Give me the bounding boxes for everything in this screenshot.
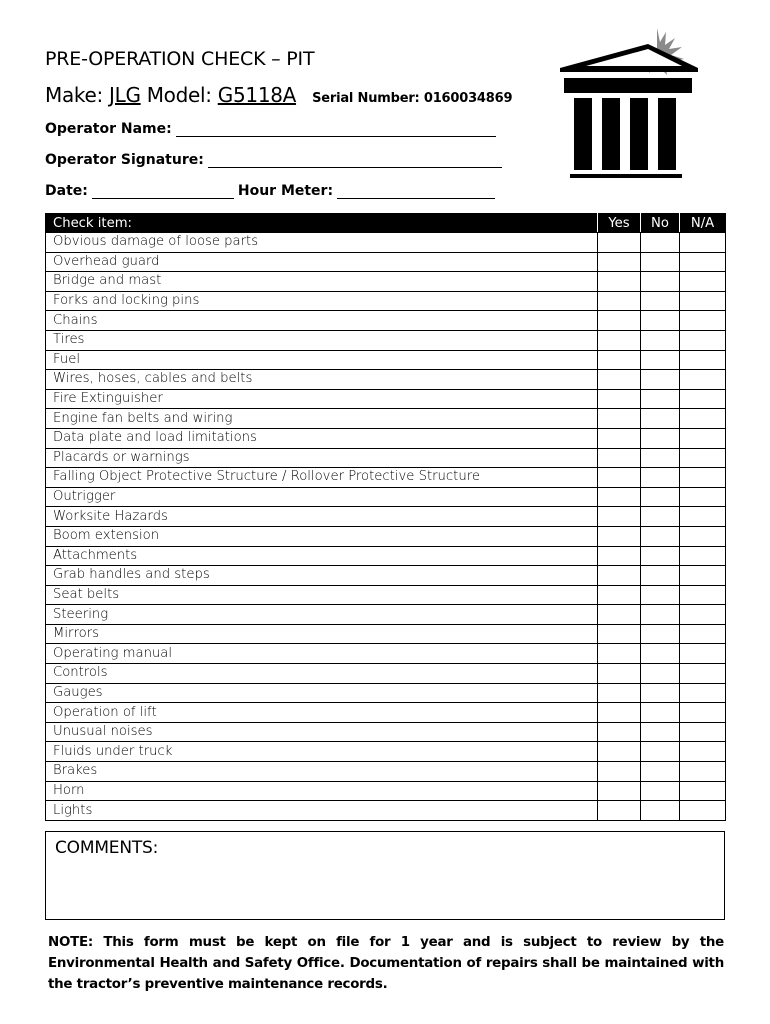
- table-row: [46, 233, 726, 253]
- checkbox-no[interactable]: [641, 605, 680, 625]
- check-item-label: Unusual noises: [46, 722, 598, 742]
- checkbox-na[interactable]: [680, 487, 726, 507]
- table-row: [46, 585, 726, 605]
- table-row: [46, 330, 726, 350]
- checkbox-na[interactable]: [680, 507, 726, 527]
- checkbox-no[interactable]: [641, 468, 680, 488]
- table-row: [46, 781, 726, 801]
- checkbox-no[interactable]: [641, 389, 680, 409]
- date-line[interactable]: [92, 184, 234, 199]
- check-item-label: Falling Object Protective Structure / Rollover Protective Structure: [46, 468, 598, 488]
- table-row: [46, 272, 726, 292]
- checkbox-yes[interactable]: [598, 644, 641, 664]
- checkbox-na[interactable]: [680, 585, 726, 605]
- comments-label: COMMENTS:: [55, 838, 159, 858]
- check-item-label: Mirrors: [46, 624, 598, 644]
- table-row: [46, 526, 726, 546]
- checkbox-yes[interactable]: [598, 801, 641, 821]
- checkbox-no[interactable]: [641, 703, 680, 723]
- check-item-label: Obvious damage of loose parts: [46, 233, 598, 253]
- check-item-label: Fluids under truck: [46, 742, 598, 762]
- checkbox-yes[interactable]: [598, 585, 641, 605]
- table-row: [46, 605, 726, 625]
- checkbox-na[interactable]: [680, 605, 726, 625]
- checkbox-na[interactable]: [680, 389, 726, 409]
- check-item-label: Worksite Hazards: [46, 507, 598, 527]
- checkbox-yes[interactable]: [598, 526, 641, 546]
- date-label: Date:: [45, 183, 88, 199]
- checkbox-no[interactable]: [641, 664, 680, 684]
- checkbox-na[interactable]: [680, 566, 726, 586]
- check-item-label: Tires: [46, 330, 598, 350]
- checkbox-yes[interactable]: [598, 370, 641, 390]
- checkbox-no[interactable]: [641, 722, 680, 742]
- table-row: [46, 428, 726, 448]
- checkbox-na[interactable]: [680, 330, 726, 350]
- checkbox-na[interactable]: [680, 624, 726, 644]
- checkbox-yes[interactable]: [598, 272, 641, 292]
- comments-box[interactable]: [45, 831, 725, 920]
- checkbox-na[interactable]: [680, 311, 726, 331]
- operator-signature-label: Operator Signature:: [45, 152, 204, 168]
- check-item-label: Bridge and mast: [46, 272, 598, 292]
- checkbox-yes[interactable]: [598, 722, 641, 742]
- checkbox-no[interactable]: [641, 350, 680, 370]
- checkbox-yes[interactable]: [598, 389, 641, 409]
- check-item-label: Fire Extinguisher: [46, 389, 598, 409]
- checkbox-no[interactable]: [641, 409, 680, 429]
- check-item-label: Attachments: [46, 546, 598, 566]
- checkbox-yes[interactable]: [598, 683, 641, 703]
- checklist-body: [46, 233, 726, 821]
- model-value: G5118A: [217, 83, 297, 107]
- checkbox-na[interactable]: [680, 742, 726, 762]
- table-row: [46, 291, 726, 311]
- checkbox-yes[interactable]: [598, 762, 641, 782]
- checkbox-no[interactable]: [641, 291, 680, 311]
- checkbox-na[interactable]: [680, 409, 726, 429]
- table-row: [46, 762, 726, 782]
- checkbox-yes[interactable]: [598, 507, 641, 527]
- checkbox-yes[interactable]: [598, 468, 641, 488]
- header-no: No: [641, 214, 680, 233]
- checkbox-yes[interactable]: [598, 428, 641, 448]
- checkbox-na[interactable]: [680, 291, 726, 311]
- checkbox-na[interactable]: [680, 350, 726, 370]
- table-row: [46, 624, 726, 644]
- check-item-label: Outrigger: [46, 487, 598, 507]
- table-header-row: [46, 214, 726, 233]
- serial-number: Serial Number: 0160034869: [312, 91, 513, 106]
- checkbox-na[interactable]: [680, 781, 726, 801]
- check-item-label: Grab handles and steps: [46, 566, 598, 586]
- check-item-label: Placards or warnings: [46, 448, 598, 468]
- checkbox-na[interactable]: [680, 801, 726, 821]
- table-row: [46, 252, 726, 272]
- checkbox-no[interactable]: [641, 252, 680, 272]
- operator-name-line[interactable]: [176, 122, 496, 137]
- check-item-label: Overhead guard: [46, 252, 598, 272]
- table-row: [46, 311, 726, 331]
- checkbox-yes[interactable]: [598, 350, 641, 370]
- table-row: [46, 566, 726, 586]
- checkbox-no[interactable]: [641, 742, 680, 762]
- table-row: [46, 703, 726, 723]
- make-label: Make:: [45, 83, 103, 107]
- date-hour-field: [45, 183, 495, 199]
- checkbox-no[interactable]: [641, 272, 680, 292]
- checkbox-yes[interactable]: [598, 703, 641, 723]
- checkbox-yes[interactable]: [598, 291, 641, 311]
- checkbox-na[interactable]: [680, 252, 726, 272]
- table-row: [46, 664, 726, 684]
- checkbox-no[interactable]: [641, 233, 680, 253]
- check-item-label: Brakes: [46, 762, 598, 782]
- checkbox-no[interactable]: [641, 526, 680, 546]
- check-item-label: Horn: [46, 781, 598, 801]
- checkbox-yes[interactable]: [598, 566, 641, 586]
- checkbox-no[interactable]: [641, 644, 680, 664]
- checkbox-yes[interactable]: [598, 409, 641, 429]
- header-na: N/A: [680, 214, 726, 233]
- check-item-label: Boom extension: [46, 526, 598, 546]
- checkbox-yes[interactable]: [598, 664, 641, 684]
- checkbox-na[interactable]: [680, 468, 726, 488]
- checkbox-yes[interactable]: [598, 487, 641, 507]
- check-item-label: Data plate and load limitations: [46, 428, 598, 448]
- checkbox-no[interactable]: [641, 566, 680, 586]
- checkbox-na[interactable]: [680, 683, 726, 703]
- table-row: [46, 801, 726, 821]
- checkbox-yes[interactable]: [598, 252, 641, 272]
- operator-signature-line[interactable]: [208, 153, 502, 168]
- checkbox-no[interactable]: [641, 762, 680, 782]
- checkbox-no[interactable]: [641, 624, 680, 644]
- table-row: [46, 448, 726, 468]
- table-row: [46, 487, 726, 507]
- table-row: [46, 370, 726, 390]
- checkbox-no[interactable]: [641, 683, 680, 703]
- checkbox-no[interactable]: [641, 428, 680, 448]
- page-title: PRE-OPERATION CHECK – PIT: [45, 48, 315, 70]
- checklist-table: [45, 213, 726, 821]
- table-row: [46, 722, 726, 742]
- header-yes: Yes: [598, 214, 641, 233]
- check-item-label: Operation of lift: [46, 703, 598, 723]
- checkbox-yes[interactable]: [598, 605, 641, 625]
- checkbox-na[interactable]: [680, 428, 726, 448]
- building-columns-icon: [558, 28, 700, 188]
- checkbox-na[interactable]: [680, 233, 726, 253]
- table-row: [46, 644, 726, 664]
- checkbox-no[interactable]: [641, 507, 680, 527]
- table-row: [46, 742, 726, 762]
- checkbox-yes[interactable]: [598, 330, 641, 350]
- header-check-item: Check item:: [46, 214, 598, 233]
- check-item-label: Controls: [46, 664, 598, 684]
- checkbox-no[interactable]: [641, 370, 680, 390]
- operator-name-field[interactable]: [45, 121, 496, 137]
- table-row: [46, 409, 726, 429]
- check-item-label: Operating manual: [46, 644, 598, 664]
- checkbox-no[interactable]: [641, 448, 680, 468]
- checkbox-yes[interactable]: [598, 624, 641, 644]
- hour-meter-label: Hour Meter:: [237, 183, 334, 199]
- checkbox-yes[interactable]: [598, 742, 641, 762]
- checkbox-na[interactable]: [680, 370, 726, 390]
- table-row: [46, 350, 726, 370]
- checkbox-no[interactable]: [641, 781, 680, 801]
- retention-note: NOTE: This form must be kept on file for 1 year and is subject to review by the Environmental Health and Safety Office. Documentation of repairs shall be maintained with the tractor’s preventive maintenance records.: [48, 935, 724, 992]
- checkbox-yes[interactable]: [598, 781, 641, 801]
- table-row: [46, 507, 726, 527]
- table-row: [46, 389, 726, 409]
- check-item-label: Gauges: [46, 683, 598, 703]
- checkbox-na[interactable]: [680, 448, 726, 468]
- checkbox-na[interactable]: [680, 762, 726, 782]
- operator-name-label: Operator Name:: [45, 121, 172, 137]
- checkbox-no[interactable]: [641, 487, 680, 507]
- check-item-label: Steering: [46, 605, 598, 625]
- check-item-label: Lights: [46, 801, 598, 821]
- checkbox-na[interactable]: [680, 272, 726, 292]
- checkbox-yes[interactable]: [598, 311, 641, 331]
- checkbox-yes[interactable]: [598, 233, 641, 253]
- check-item-label: Fuel: [46, 350, 598, 370]
- check-item-label: Chains: [46, 311, 598, 331]
- check-item-label: Wires, hoses, cables and belts: [46, 370, 598, 390]
- checkbox-na[interactable]: [680, 644, 726, 664]
- check-item-label: Seat belts: [46, 585, 598, 605]
- checkbox-na[interactable]: [680, 526, 726, 546]
- checkbox-no[interactable]: [641, 311, 680, 331]
- checkbox-na[interactable]: [680, 546, 726, 566]
- checkbox-na[interactable]: [680, 664, 726, 684]
- check-item-label: Engine fan belts and wiring: [46, 409, 598, 429]
- checkbox-no[interactable]: [641, 330, 680, 350]
- make-value: JLG: [109, 83, 141, 107]
- make-model-line: [45, 83, 512, 107]
- operator-signature-field[interactable]: [45, 152, 502, 168]
- model-label: Model:: [146, 83, 212, 107]
- table-row: [46, 546, 726, 566]
- table-row: [46, 468, 726, 488]
- checkbox-no[interactable]: [641, 585, 680, 605]
- table-row: [46, 683, 726, 703]
- checkbox-na[interactable]: [680, 722, 726, 742]
- checkbox-no[interactable]: [641, 546, 680, 566]
- checkbox-yes[interactable]: [598, 448, 641, 468]
- checkbox-yes[interactable]: [598, 546, 641, 566]
- hour-meter-line[interactable]: [337, 184, 495, 199]
- checkbox-na[interactable]: [680, 703, 726, 723]
- check-item-label: Forks and locking pins: [46, 291, 598, 311]
- checkbox-no[interactable]: [641, 801, 680, 821]
